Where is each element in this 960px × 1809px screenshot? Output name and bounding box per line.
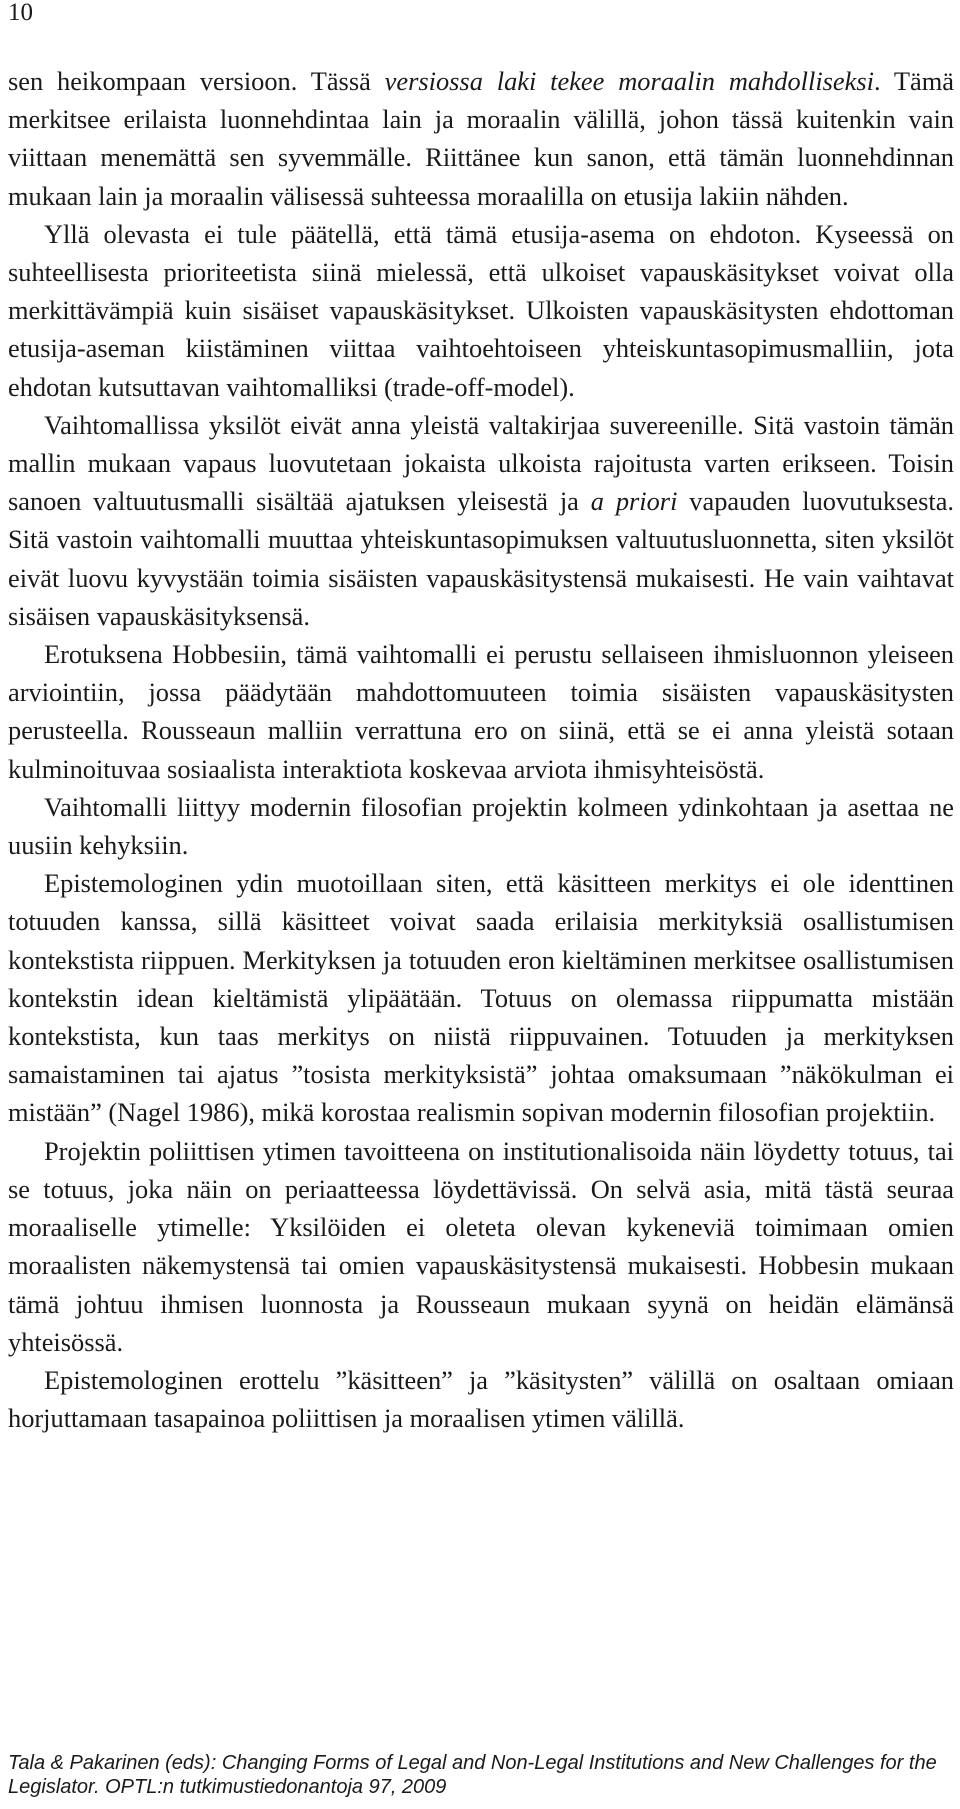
text-run: sen heikompaan versioon. Tässä [8,66,385,96]
text-run: Epistemologinen erottelu ”käsitteen” ja ”käsitysten” välillä on osaltaan omiaan horjuttamaan tasapainoa poliittisen ja moraalisen ytimen välillä. [8,1364,954,1434]
italic-text: versiossa laki tekee moraalin mahdolliseksi [384,66,874,96]
paragraph [8,406,954,635]
text-run: . Tämä merkitsee erilaista luonnehdintaa lain ja moraalin välillä, johon tässä kuitenkin vain viittaan menemättä sen syvemmälle. Riittänee kun sanon, että tämän luonnehdinnan mukaan lain ja moraalin välisessä suhteessa moraalilla on etusija lakiin nähden. [8,66,954,211]
paragraph [8,788,954,864]
page-number: 10 [8,0,33,26]
footer-citation: Tala & Pakarinen (eds): Changing Forms of Legal and Non-Legal Institutions and New Challenges for the Legislator. OPTL:n tutkimustiedonantoja 97, 2009 [8,1752,937,1798]
body-text [8,62,954,1437]
paragraph [8,1132,954,1361]
text-run: Vaihtomalli liittyy modernin filosofian projektin kolmeen ydinkohtaan ja asettaa ne uusiin kehyksiin. [8,791,954,861]
paragraph [8,864,954,1131]
italic-text: a priori [590,486,678,517]
text-run: Erotuksena Hobbesiin, tämä vaihtomalli ei perustu sellaiseen ihmisluonnon yleiseen arviointiin, jossa päädytään mahdottomuuteen toimia sisäisten vapauskäsitysten perusteella. Rousseaun malliin verrattuna ero on siinä, että se ei anna yleistä sotaan kulminoituvaa sosiaalista interaktiota koskevaa arviota ihmisyhteisöstä. [8,639,954,784]
paragraph [8,1361,954,1437]
text-run: vapauden luovutuksesta. Sitä vastoin vaihtomalli muuttaa yhteiskuntasopimuksen valtuutusluonnetta, siten yksilöt eivät luovu kyvystään toimia sisäisten vapauskäsitystensä mukaisesti. He vain vaihtavat sisäisen vapauskäsityksensä. [8,486,955,631]
paragraph [8,62,954,215]
paragraph [8,215,954,406]
paragraph [8,635,954,788]
text-run: Vaihtomallissa yksilöt eivät anna yleistä valtakirjaa suvereenille. Sitä vastoin tämän mallin mukaan vapaus luovutetaan jokaista ulkoista rajoitusta varten erikseen. Toisin sanoen valtuutusmalli sisältää ajatuksen yleisestä ja [8,409,954,517]
text-run: Projektin poliittisen ytimen tavoitteena on institutionalisoida näin löydetty totuus, tai se totuus, joka näin on periaatteessa löydettävissä. On selvä asia, mitä tästä seuraa moraaliselle ytimelle: Yksilöiden ei oleteta olevan kykeneviä toimimaan omien moraalisten näkemystensä tai omien vapauskäsitystensä mukaisesti. Hobbesin mukaan tämä johtuu ihmisen luonnosta ja Rousseaun mukaan syynä on heidän elämänsä yhteisössä. [8,1135,954,1357]
text-run: Yllä olevasta ei tule päätellä, että tämä etusija-asema on ehdoton. Kyseessä on suhteellisesta prioriteetista siinä mielessä, että ulkoiset vapauskäsitykset voivat olla merkittävämpiä kuin sisäiset vapauskäsitykset. Ulkoisten vapauskäsitysten ehdottoman etusija-aseman kiistäminen viittaa vaihtoehtoiseen yhteiskuntasopimusmalliin, jota ehdotan kutsuttavan vaihtomalliksi (trade-off-model). [8,218,954,402]
text-run: Epistemologinen ydin muotoillaan siten, että käsitteen merkitys ei ole identtinen totuuden kanssa, sillä käsitteet voivat saada erilaisia merkityksiä osallistumisen kontekstista riippuen. Merkityksen ja totuuden eron kieltäminen merkitsee osallistumisen kontekstin idean kieltämistä ylipäätään. Totuus on olemassa riippumatta mistään kontekstista, kun taas merkitys on niistä riippuvainen. Totuuden ja merkityksen samaistaminen tai ajatus ”tosista merkityksistä” johtaa omaksumaan ”näkökulman ei mistään” (Nagel 1986), mikä korostaa realismin sopivan modernin filosofian projektiin. [8,868,954,1128]
